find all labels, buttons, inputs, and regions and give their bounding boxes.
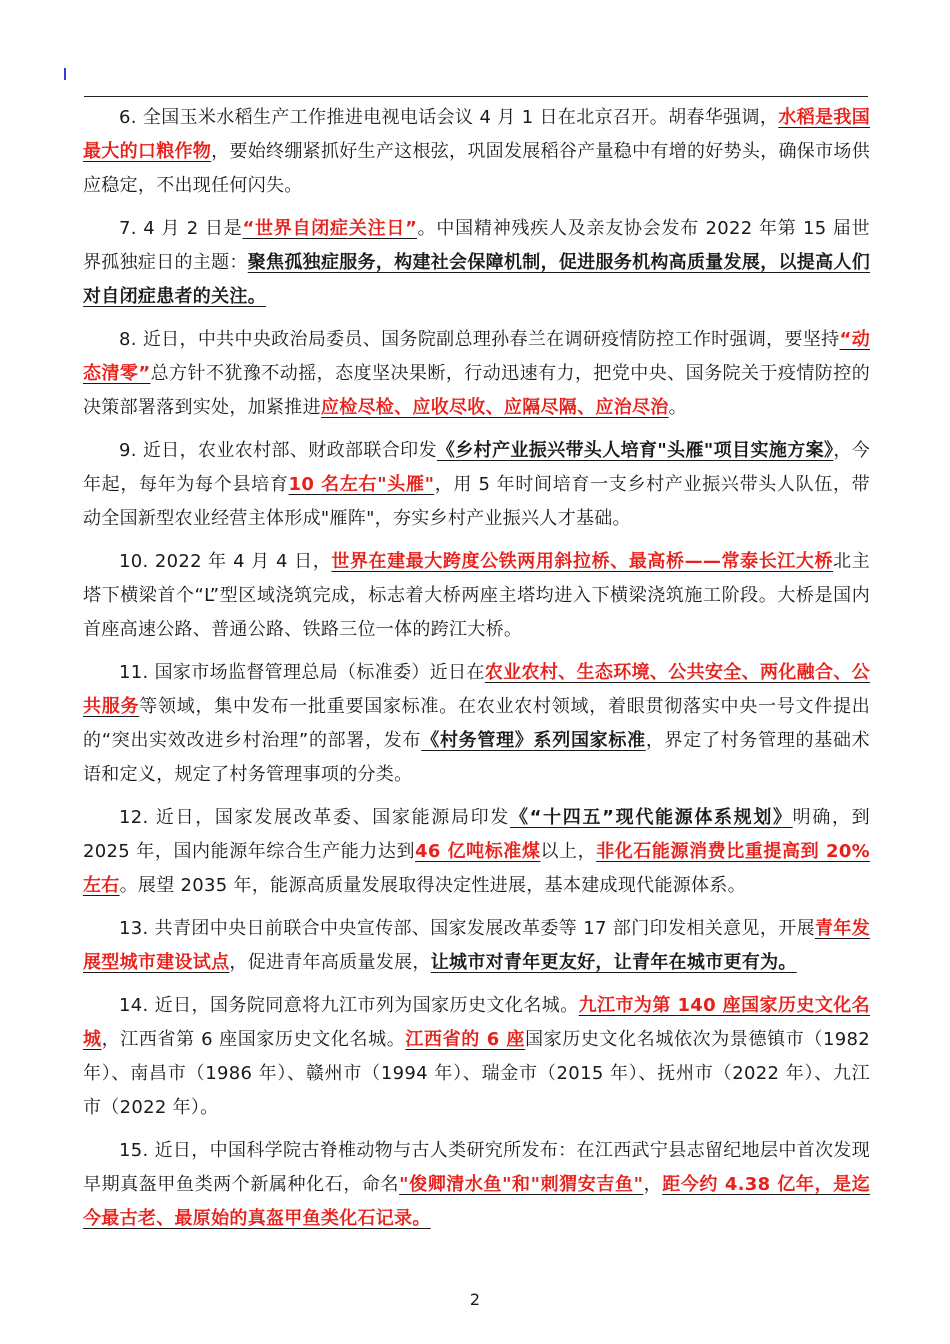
highlight: 世界在建最大跨度公铁两用斜拉桥、最高桥——常泰长江大桥 bbox=[331, 551, 834, 572]
news-item-14 bbox=[83, 989, 870, 1125]
highlight: 九江市为第 140 座国家历史文化名城 bbox=[83, 995, 870, 1050]
highlight: 距今约 4.38 亿年，是迄今最古老、最原始的真盔甲鱼类化石记录。 bbox=[83, 1174, 870, 1229]
segment: 12. 近日，国家发展改革委、国家能源局印发 bbox=[119, 807, 510, 828]
highlight-dark: 聚焦孤独症服务，构建社会保障机制，促进服务机构高质量发展，以提高人们对自闭症患者的关注。 bbox=[83, 252, 871, 307]
news-item-8 bbox=[83, 323, 870, 425]
page-number: 2 bbox=[469, 1290, 481, 1309]
segment: 明确，到 2025 年，国内能源年综合生产能力达到 bbox=[83, 807, 870, 862]
segment: 8. 近日，中共中央政治局委员、国务院副总理孙春兰在调研疫情防控工作时强调，要坚持 bbox=[119, 329, 840, 350]
segment: 国家历史文化名城依次为景德镇市（1982 年）、南昌市（1986 年）、赣州市（1994 年）、瑞金市（2015 年）、抚州市（2022 年）、九江市（2022 年）。 bbox=[83, 1029, 870, 1118]
segment: ，用 5 年时间培育一支乡村产业振兴带头人队伍，带动全国新型农业经营主体形成"雁阵"，夯实乡村产业振兴人才基础。 bbox=[83, 474, 870, 529]
highlight-dark: 让城市对青年更友好，让青年在城市更有为。 bbox=[430, 952, 797, 973]
segment: 7. 4 月 2 日是 bbox=[119, 218, 243, 239]
highlight: 应检尽检、应收尽收、应隔尽隔、应治尽治 bbox=[320, 397, 669, 418]
highlight: 非化石能源消费比重提高到 20%左右 bbox=[83, 841, 870, 896]
highlight-dark: 《乡村产业振兴带头人培育"头雁"项目实施方案》 bbox=[436, 440, 834, 461]
segment: 。中国精神残疾人及亲友协会发布 2022 年第 15 届世界孤独症日的主题： bbox=[83, 218, 870, 273]
segment: 。展望 2035 年，能源高质量发展取得决定性进展，基本建成现代能源体系。 bbox=[119, 875, 746, 896]
highlight: 46 亿吨标准煤 bbox=[415, 841, 541, 862]
segment: ，江西省第 6 座国家历史文化名城。 bbox=[101, 1029, 406, 1050]
segment: ，界定了村务管理的基础术语和定义，规定了村务管理事项的分类。 bbox=[83, 730, 870, 785]
highlight: 农业农村、生态环境、公共安全、两化融合、公共服务 bbox=[83, 662, 870, 717]
news-item-11 bbox=[83, 656, 870, 792]
segment: ，要始终绷紧抓好生产这根弦，巩固发展稻谷产量稳中有增的好势头，确保市场供应稳定，不出现任何闪失。 bbox=[83, 141, 870, 196]
segment: 6. 全国玉米水稻生产工作推进电视电话会议 4 月 1 日在北京召开。胡春华强调， bbox=[119, 107, 779, 128]
segment: ，今年起，每年为每个县培育 bbox=[83, 440, 871, 495]
news-item-6 bbox=[83, 101, 870, 203]
highlight: 青年发展型城市建设试点 bbox=[83, 918, 870, 973]
highlight-dark: 《“十四五”现代能源体系规划》 bbox=[509, 807, 793, 828]
highlight: “动态清零” bbox=[83, 329, 870, 384]
document-body bbox=[83, 101, 870, 1245]
segment: 总方针不犹豫不动摇，态度坚决果断，行动迅速有力，把党中央、国务院关于疫情防控的决策部署落到实处，加紧推进 bbox=[83, 363, 870, 418]
highlight: “世界自闭症关注日” bbox=[242, 218, 418, 239]
segment: 14. 近日，国务院同意将九江市列为国家历史文化名城。 bbox=[119, 995, 579, 1016]
segment: 。 bbox=[668, 397, 687, 418]
header-rule bbox=[84, 96, 868, 97]
highlight: "俊卿清水鱼"和"刺猬安吉鱼" bbox=[399, 1174, 644, 1195]
segment: 11. 国家市场监督管理总局（标准委）近日在 bbox=[119, 662, 485, 683]
segment: 9. 近日，农业农村部、财政部联合印发 bbox=[119, 440, 437, 461]
segment: 以上， bbox=[540, 841, 597, 862]
highlight-dark: 《村务管理》系列国家标准 bbox=[421, 730, 646, 751]
news-item-9 bbox=[83, 434, 870, 536]
highlight: 水稻是我国最大的口粮作物 bbox=[83, 107, 871, 162]
segment: ，促进青年高质量发展， bbox=[229, 952, 431, 973]
segment: 15. 近日，中国科学院古脊椎动物与古人类研究所发布：在江西武宁县志留纪地层中首次发现早期真盔甲鱼类两个新属种化石，命名 bbox=[83, 1140, 870, 1195]
segment: 13. 共青团中央日前联合中央宣传部、国家发展改革委等 17 部门印发相关意见，开展 bbox=[119, 918, 815, 939]
segment: 北主塔下横梁首个“L”型区域浇筑完成，标志着大桥两座主塔均进入下横梁浇筑施工阶段。大桥是国内首座高速公路、普通公路、铁路三位一体的跨江大桥。 bbox=[83, 551, 870, 640]
highlight: 江西省的 6 座 bbox=[405, 1029, 526, 1050]
news-item-15 bbox=[83, 1134, 870, 1236]
text-cursor bbox=[64, 68, 66, 80]
news-item-10 bbox=[83, 545, 870, 647]
highlight: 10 名左右"头雁" bbox=[288, 474, 435, 495]
segment: 10. 2022 年 4 月 4 日， bbox=[119, 551, 332, 572]
segment: ， bbox=[643, 1174, 663, 1195]
news-item-7 bbox=[83, 212, 870, 314]
segment: 等领域，集中发布一批重要国家标准。在农业农村领域，着眼贯彻落实中央一号文件提出的“突出实效改进乡村治理”的部署，发布 bbox=[83, 696, 870, 751]
news-item-12 bbox=[83, 801, 870, 903]
news-item-13 bbox=[83, 912, 870, 980]
